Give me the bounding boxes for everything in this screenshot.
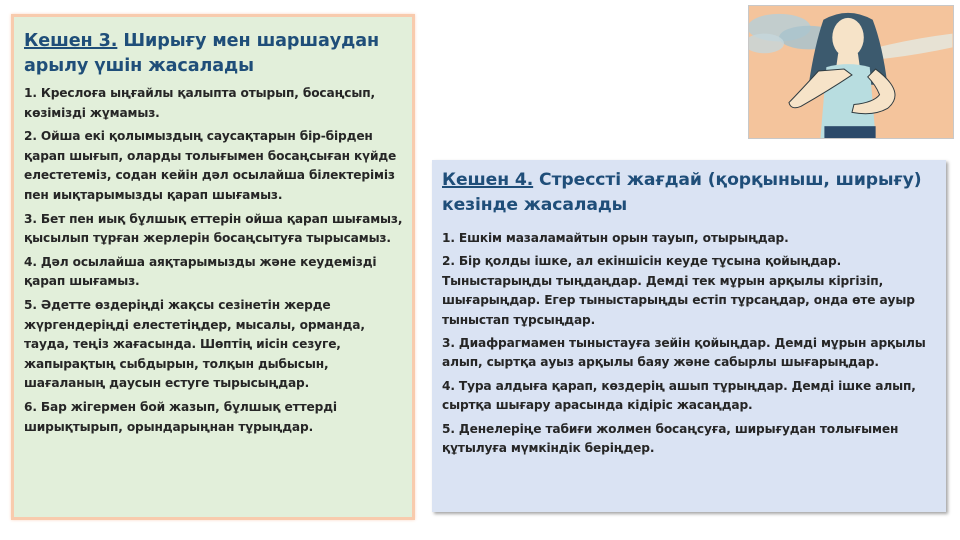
complex-3-step-3: 3. Бет пен иық бұлшық еттерін ойша қарап шығамыз, қысылып тұрған жерлерін босаңсытуға тырысамыз. bbox=[24, 211, 403, 246]
complex-3-step-5: 5. Әдетте өздеріңді жақсы сезінетін жерде жүргендеріңді елестетіңдер, мысалы, орманда, тауда, теңіз жағасында. Шөптің иісін сезуге, жапырақтың сыбдырын, толқын дыбысын, шағаланың даусын естуге тырысыңдар. bbox=[24, 297, 365, 391]
complex-4-step-1: 1. Ешкім мазаламайтын орын тауып, отырыңдар. bbox=[442, 231, 789, 245]
complex-3-step-6: 6. Бар жігермен бой жазып, бұлшық еттерді ширықтырып, орындарыңнан тұрыңдар. bbox=[24, 399, 337, 434]
complex-4-title-text: Стрессті жағдай (қорқыныш, ширығу) кезінде жасалады bbox=[442, 170, 922, 215]
complex-4-title bbox=[442, 168, 936, 218]
breathing-woman-illustration bbox=[748, 5, 954, 139]
complex-3-step-4: 4. Дәл осылайша аяқтарымызды және кеудемізді қарап шығамыз. bbox=[24, 254, 377, 289]
complex-3-label: Кешен 3. bbox=[24, 31, 118, 51]
complex-3-title bbox=[24, 29, 404, 79]
complex-3-step-2: 2. Ойша екі қолымыздың саусақтарын бір-бірден қарап шығып, оларды толығымен босаңсыған күйде елестетеміз, содан кейін дәл осылайша білектеріміз пен иықтарымызды қарап шығамыз. bbox=[24, 129, 397, 202]
complex-4-step-4: 4. Тура алдыға қарап, көздерің ашып тұрыңдар. Демді ішке алып, сыртқа шығару арасында кідіріс жасаңдар. bbox=[442, 378, 916, 413]
complex-4-step-5: 5. Денелеріңе табиғи жолмен босаңсуға, ширығудан толығымен құтылуға мүмкіндік беріңдер. bbox=[442, 421, 899, 456]
complex-4-label: Кешен 4. bbox=[442, 170, 534, 190]
complex-3-box bbox=[11, 14, 415, 520]
complex-3-step-1: 1. Креслоға ыңғайлы қалыпта отырып, босаңсып, көзімізді жұмамыз. bbox=[24, 86, 375, 120]
complex-4-step-2: 2. Бір қолды ішке, ал екіншісін кеуде тұсына қойыңдар. Тыныстарыңды тыңдаңдар. Демді тек мұрын арқылы кіргізіп, шығарыңдар. Егер тыныстарыңды естіп тұрсаңдар, онда өте ауыр тыныстап тұрсыңдар. bbox=[442, 254, 915, 327]
breathing-woman-icon bbox=[749, 6, 953, 138]
complex-3-title-text: Ширығу мен шаршаудан арылу үшін жасалады bbox=[24, 31, 380, 76]
complex-4-box bbox=[432, 160, 946, 512]
complex-4-step-3: 3. Диафрагмамен тыныстауға зейін қойыңдар. Демді мұрын арқылы алып, сыртқа ауыз арқылы баяу және сабырлы шығарыңдар. bbox=[442, 336, 926, 370]
